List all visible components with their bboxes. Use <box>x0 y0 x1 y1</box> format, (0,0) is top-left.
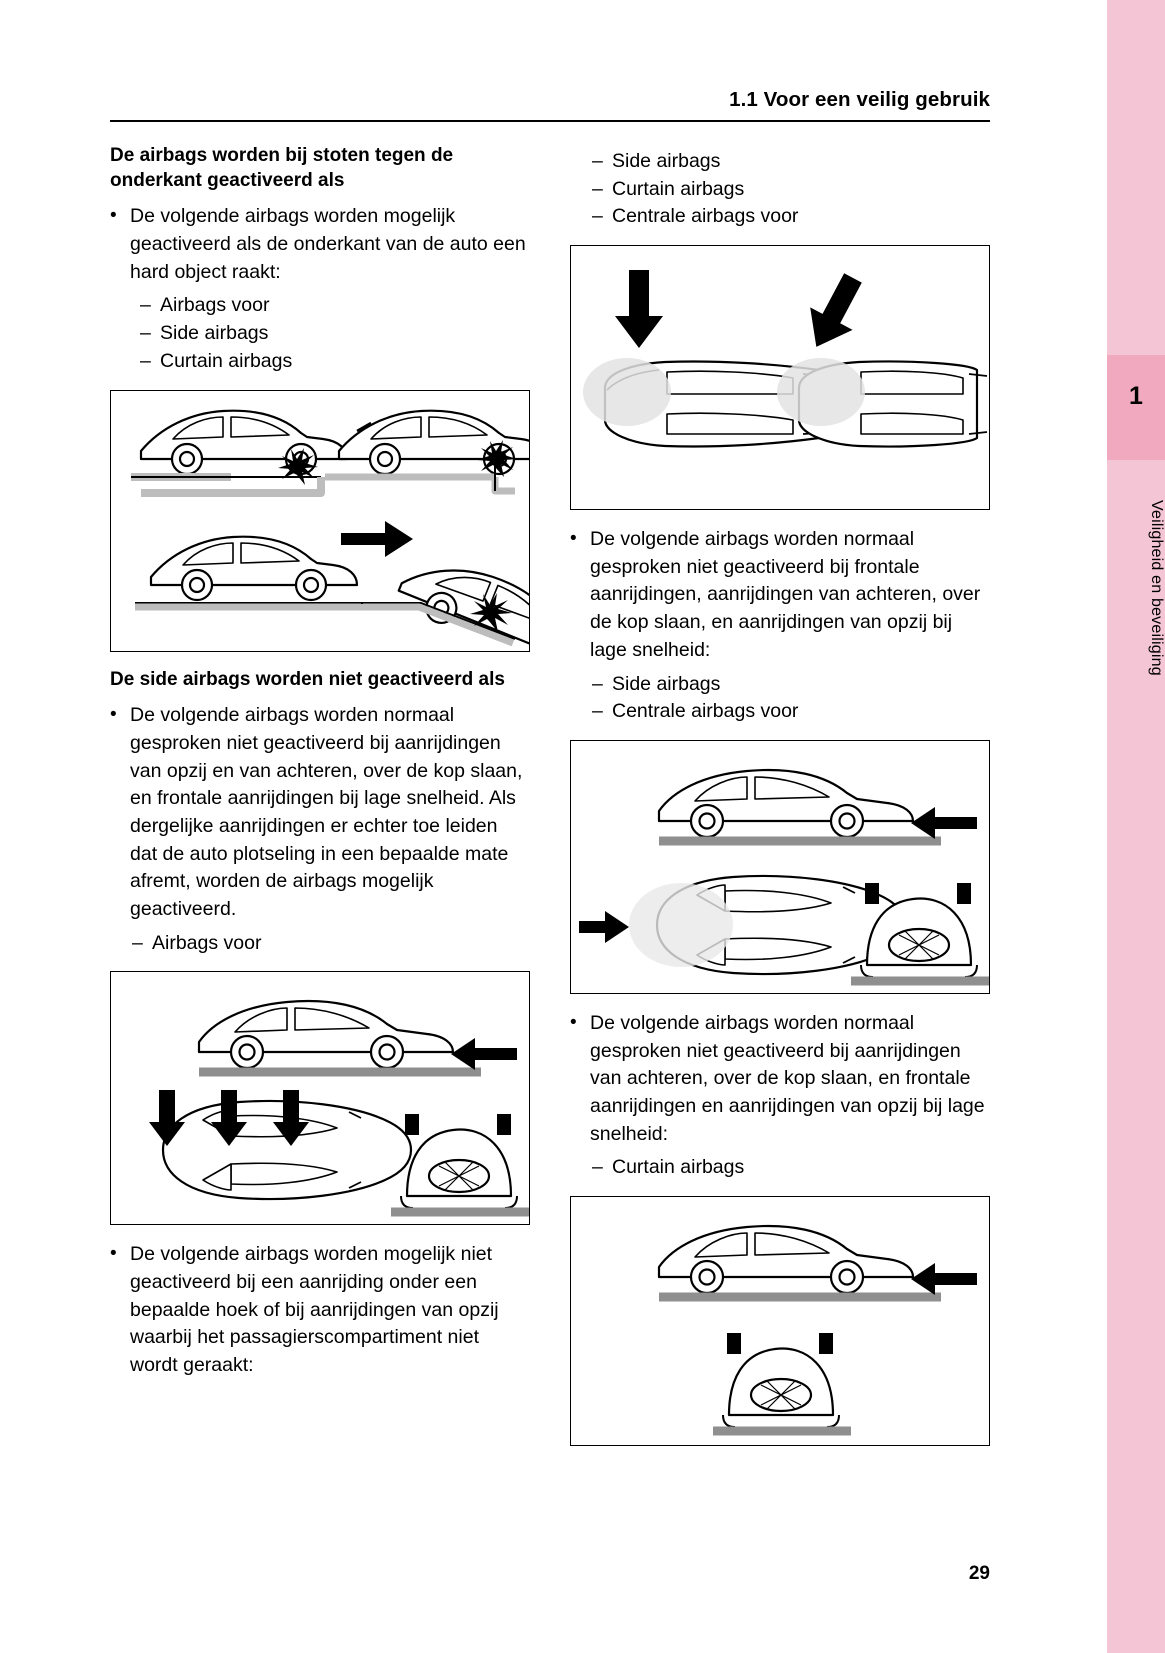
bullet-dot: • <box>570 528 577 550</box>
list-side-airbags <box>132 930 530 958</box>
bullet-hoek-aanrijding <box>110 1241 530 1379</box>
bullet-dot: • <box>110 704 117 726</box>
list-hoek-airbags <box>592 148 990 231</box>
header-divider <box>110 120 990 122</box>
list-item: – Centrale airbags voor <box>592 698 990 726</box>
list-item: – Side airbags <box>140 320 530 348</box>
illustration-schuine-aanrijding <box>571 246 989 509</box>
list-item: – Curtain airbags <box>140 348 530 376</box>
illustration-curtain-airbags <box>571 1197 989 1445</box>
bullet-text: De volgende airbags worden normaal gesproken niet geactiveerd bij frontale aanrijdingen, aanrijdingen van achteren, over de kop slaan, en aanrijdingen van opzij bij lage snelheid: <box>590 528 981 661</box>
illustration-onderkant <box>111 391 529 651</box>
bullet-text: De volgende airbags worden normaal gesproken niet geactiveerd bij aanrijdingen van opzij en van achteren, over de kop slaan, en frontale aanrijdingen bij lage snelheid. Als dergelijke aanrijdingen er echter toe leiden dat de auto plotseling in een bepaalde mate afremt, worden de airbags mogelijk geactiveerd. <box>130 704 523 920</box>
bullet-onderkant <box>110 203 530 286</box>
chapter-number: 1 <box>1129 382 1143 410</box>
list-curtain-airbags <box>592 1154 990 1182</box>
chapter-side-tab <box>1107 0 1165 1653</box>
page-number: 29 <box>968 1563 990 1584</box>
bullet-text: De volgende airbags worden mogelijk geactiveerd als de onderkant van de auto een hard object raakt: <box>130 205 526 283</box>
bullet-dot: • <box>110 205 117 227</box>
figure-onderkant-stoten <box>110 390 530 652</box>
figure-curtain-airbags-niet-geactiveerd <box>570 1196 990 1446</box>
figure-schuine-aanrijding <box>570 245 990 510</box>
page-header: 1.1 Voor een veilig gebruik <box>729 88 990 111</box>
bullet-side-airbags <box>110 702 530 924</box>
side-tab-top <box>1107 0 1165 355</box>
list-item: – Side airbags <box>592 671 990 699</box>
bullet-dot: • <box>570 1011 577 1033</box>
illustration-side-airbags <box>111 972 529 1224</box>
list-frontale-airbags <box>592 671 990 726</box>
list-item: – Airbags voor <box>140 292 530 320</box>
bullet-dot: • <box>110 1243 117 1265</box>
section-heading-onderkant: De airbags worden bij stoten tegen de onderkant geactiveerd als <box>110 145 454 191</box>
list-item: – Airbags voor <box>132 930 530 958</box>
chapter-label: Veiligheid en beveiliging <box>1148 500 1165 676</box>
right-column <box>570 140 990 1462</box>
bullet-frontale-aanrijdingen <box>570 526 990 664</box>
list-item: – Curtain airbags <box>592 176 990 204</box>
left-column <box>110 140 530 1386</box>
section-heading-side-airbags: De side airbags worden niet geactiveerd als <box>110 668 505 690</box>
figure-side-airbags-niet-geactiveerd <box>110 971 530 1225</box>
list-item: – Curtain airbags <box>592 1154 990 1182</box>
list-item: – Side airbags <box>592 148 990 176</box>
list-item: – Centrale airbags voor <box>592 203 990 231</box>
figure-aanrijding-achteren-opzij <box>570 740 990 994</box>
bullet-curtain-airbags <box>570 1010 990 1148</box>
bullet-text: De volgende airbags worden normaal gesproken niet geactiveerd bij aanrijdingen van achteren, over de kop slaan, en frontale aanrijdingen en aanrijdingen van opzij bij lage snelheid: <box>590 1011 985 1145</box>
illustration-achteren-opzij <box>571 741 989 993</box>
list-onderkant-airbags <box>140 292 530 375</box>
bullet-text: De volgende airbags worden mogelijk niet geactiveerd bij een aanrijding onder een bepaalde hoek of bij aanrijdingen van opzij waarbij het passagierscompartiment niet wordt geraakt: <box>130 1243 499 1377</box>
